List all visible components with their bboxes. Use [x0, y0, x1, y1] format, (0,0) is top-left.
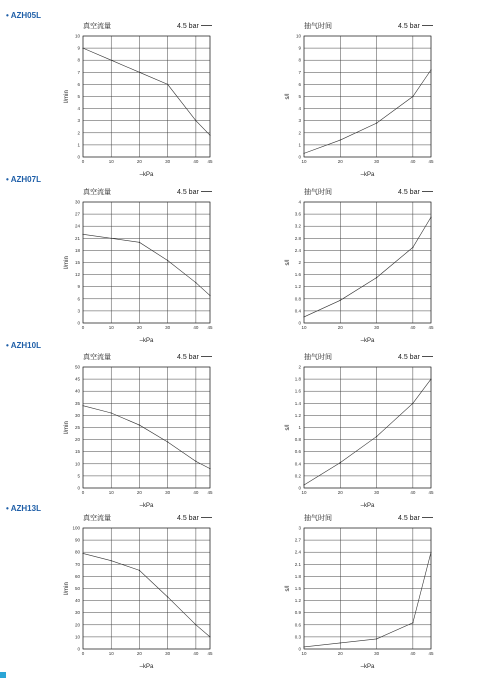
- chart-3-flow-xtick-label-0: 0: [81, 490, 85, 495]
- chart-1-flow-xtick-label-5: 45: [207, 159, 213, 164]
- chart-4-time-series-line-0: [304, 552, 431, 647]
- chart-4-flow-data-point-0-4: [195, 624, 196, 625]
- chart-3-time-xlabel: –kPa: [360, 503, 375, 509]
- chart-1-flow-ytick-label-2: 2: [77, 130, 80, 136]
- chart-4-time-ytick-label-2: 0.6: [294, 622, 301, 628]
- chart-2-flow-ytick-label-6: 18: [74, 247, 80, 253]
- chart-3-time-data-point-0-3: [412, 403, 413, 404]
- chart-3-time-data-point-0-2: [376, 436, 377, 437]
- model-title-azh13l: • AZH13L: [6, 504, 41, 513]
- chart-1-flow-ytick-label-4: 4: [77, 106, 80, 112]
- chart-2-time-data-point-0-1: [340, 300, 341, 301]
- chart-4-flow-ytick-label-9: 90: [74, 537, 80, 543]
- chart-2-flow-xlabel: –kPa: [139, 338, 154, 344]
- chart-2-time-xtick-label-1: 20: [337, 325, 343, 330]
- chart-3-flow-ytick-label-5: 25: [74, 425, 80, 430]
- chart-4-time-data-point-0-3: [412, 622, 413, 623]
- chart-4-time-data-point-0-0: [303, 646, 304, 647]
- chart-1-flow-ytick-label-6: 6: [77, 81, 80, 87]
- chart-1-flow-data-point-0-4: [195, 120, 196, 121]
- chart-1-flow-xtick-label-4: 40: [193, 159, 199, 164]
- chart-4-time-xtick-label-3: 40: [410, 651, 416, 656]
- chart-2-time-xtick-label-0: 10: [301, 325, 307, 330]
- chart-3-flow-legend-label: 4.5 bar: [177, 354, 199, 361]
- chart-3-time-legend-label: 4.5 bar: [398, 354, 420, 361]
- chart-3-time-ytick-label-7: 1.4: [294, 400, 301, 406]
- chart-3-flow-ytick-label-7: 35: [74, 400, 80, 406]
- chart-3-time-data-point-0-0: [303, 484, 304, 485]
- chart-4-time-xtick-label-1: 20: [337, 651, 343, 656]
- chart-1-time-ytick-label-3: 3: [298, 118, 301, 124]
- chart-4-flow-ytick-label-1: 10: [74, 634, 80, 640]
- chart-1-time-ytick-label-10: 10: [295, 33, 301, 39]
- chart-4-time-ytick-label-8: 2.4: [294, 549, 301, 555]
- chart-4-flow-series-line-0: [83, 553, 210, 636]
- chart-1-time-ytick-label-0: 0: [298, 154, 301, 160]
- model-title-azh10l: • AZH10L: [6, 341, 41, 350]
- chart-2-time-xtick-label-3: 40: [410, 325, 416, 330]
- chart-1-time-data-point-0-1: [340, 139, 341, 140]
- chart-2-flow-data-point-0-0: [82, 234, 83, 235]
- chart-1-time-series-line-0: [304, 70, 431, 153]
- chart-3-flow-xtick-label-5: 45: [207, 490, 213, 495]
- chart-3-flow-data-point-0-0: [82, 405, 83, 406]
- chart-2-flow-series-line-0: [83, 234, 210, 295]
- chart-3-time-series-line-0: [304, 379, 431, 485]
- chart-4-flow-data-point-0-1: [111, 560, 112, 561]
- chart-1-flow-xtick-label-2: 20: [136, 159, 142, 164]
- chart-3-flow-data-point-0-5: [209, 468, 210, 469]
- chart-3-time-ytick-label-3: 0.6: [294, 449, 301, 455]
- chart-1-flow-data-point-0-2: [139, 72, 140, 73]
- chart-1-flow-legend-label: 4.5 bar: [177, 23, 199, 30]
- chart-1-flow-data-point-0-5: [209, 135, 210, 136]
- chart-4-time-ytick-label-4: 1.2: [294, 598, 301, 604]
- chart-1-flow-xtick-label-3: 30: [165, 159, 171, 164]
- chart-2-flow-data-point-0-4: [195, 282, 196, 283]
- chart-3-time-ytick-label-10: 2: [298, 364, 301, 370]
- chart-1-time-ytick-label-1: 1: [298, 142, 301, 148]
- chart-4-flow-data-point-0-3: [167, 596, 168, 597]
- chart-4-time-title: 抽气时间: [304, 514, 332, 522]
- chart-4-flow-ytick-label-4: 40: [74, 598, 80, 604]
- chart-2-time-ytick-label-3: 1.2: [294, 284, 301, 290]
- model-title-azh05l: • AZH05L: [6, 11, 41, 20]
- chart-1-flow-data-point-0-1: [111, 60, 112, 61]
- chart-2-flow-xtick-label-4: 40: [193, 325, 199, 330]
- chart-2-time-ytick-label-2: 0.8: [294, 296, 301, 302]
- chart-3-flow-ylabel: l/min: [64, 421, 70, 434]
- chart-3-flow-data-point-0-3: [167, 441, 168, 442]
- chart-4-flow-xtick-label-0: 0: [81, 651, 85, 656]
- chart-4-time-ytick-label-6: 1.8: [294, 573, 301, 579]
- chart-1-flow-ytick-label-8: 8: [77, 57, 80, 63]
- chart-4-time-data-point-0-2: [376, 638, 377, 639]
- chart-2-flow-ytick-label-5: 15: [74, 260, 80, 265]
- chart-4-flow-ytick-label-6: 60: [74, 573, 80, 579]
- chart-2-flow-ytick-label-9: 27: [74, 211, 80, 217]
- chart-3-flow-data-point-0-4: [195, 461, 196, 462]
- chart-3-flow-title: 真空流量: [83, 353, 111, 361]
- chart-3-flow-data-point-0-1: [111, 412, 112, 413]
- chart-2-time-ytick-label-10: 4: [298, 199, 301, 205]
- chart-3-flow-xtick-label-2: 20: [136, 490, 142, 495]
- chart-4-time-ytick-label-9: 2.7: [294, 537, 301, 543]
- chart-4-flow-ytick-label-10: 100: [72, 525, 80, 531]
- chart-2-time-ytick-label-6: 2.4: [294, 247, 301, 253]
- chart-3-flow-xtick-label-1: 10: [108, 490, 114, 495]
- chart-2-flow-ytick-label-1: 3: [77, 308, 80, 314]
- chart-4-flow-ytick-label-7: 70: [74, 561, 80, 567]
- chart-4-time-data-point-0-1: [340, 642, 341, 643]
- chart-2-time-ytick-label-5: 2: [298, 260, 301, 265]
- chart-3-flow-xtick-label-4: 40: [193, 490, 199, 495]
- chart-3-time-ytick-label-2: 0.4: [294, 461, 301, 467]
- chart-2-flow-xtick-label-1: 10: [108, 325, 114, 330]
- chart-2-time-data-point-0-3: [412, 247, 413, 248]
- chart-3-time-ytick-label-6: 1.2: [294, 412, 301, 418]
- chart-2-flow-legend-label: 4.5 bar: [177, 189, 199, 196]
- chart-1-time-xtick-label-3: 40: [410, 159, 416, 164]
- chart-4-flow-ytick-label-8: 80: [74, 549, 80, 555]
- chart-1-flow-ytick-label-3: 3: [77, 118, 80, 124]
- corner-mark: [0, 672, 6, 678]
- chart-1-flow-data-point-0-3: [167, 84, 168, 85]
- chart-2-time-ytick-label-7: 2.8: [294, 235, 301, 241]
- chart-4-flow-data-point-0-0: [82, 553, 83, 554]
- chart-1-flow-xtick-label-0: 0: [81, 159, 85, 164]
- chart-4-flow-xlabel: –kPa: [139, 664, 154, 670]
- chart-3-time-xtick-label-4: 45: [428, 490, 434, 495]
- chart-2-time-xtick-label-4: 45: [428, 325, 434, 330]
- chart-3-time-title: 抽气时间: [304, 353, 332, 361]
- chart-3-time-xtick-label-1: 20: [337, 490, 343, 495]
- chart-1-flow-ytick-label-1: 1: [77, 142, 80, 148]
- chart-1-flow-ytick-label-9: 9: [77, 45, 80, 51]
- chart-2-flow-data-point-0-3: [167, 260, 168, 261]
- chart-2-time-data-point-0-0: [303, 316, 304, 317]
- chart-4-flow-ytick-label-0: 0: [77, 646, 80, 652]
- chart-3-time-ytick-label-5: 1: [298, 425, 301, 430]
- chart-1-flow-ytick-label-0: 0: [77, 154, 80, 160]
- chart-3-time-xtick-label-2: 30: [374, 490, 380, 495]
- chart-2-time-title: 抽气时间: [304, 188, 332, 196]
- chart-2-flow-data-point-0-1: [111, 238, 112, 239]
- chart-1-time-xtick-label-4: 45: [428, 159, 434, 164]
- chart-4-time-ytick-label-10: 3: [298, 525, 301, 531]
- chart-3-flow-data-point-0-2: [139, 424, 140, 425]
- chart-3-time-ytick-label-4: 0.8: [294, 437, 301, 443]
- chart-1-time-data-point-0-4: [430, 69, 431, 70]
- chart-2-time-data-point-0-2: [376, 277, 377, 278]
- chart-3-time-data-point-0-4: [430, 379, 431, 380]
- chart-3-flow-ytick-label-0: 0: [77, 485, 80, 491]
- chart-4-flow-data-point-0-2: [139, 570, 140, 571]
- chart-3-time-ylabel: s/l: [285, 424, 291, 431]
- chart-3-flow-xlabel: –kPa: [139, 503, 154, 509]
- chart-2-time-series-line-0: [304, 217, 431, 317]
- chart-4-time-legend-label: 4.5 bar: [398, 515, 420, 522]
- chart-1-flow-data-point-0-0: [82, 48, 83, 49]
- chart-1-time-ytick-label-2: 2: [298, 130, 301, 136]
- chart-3-time-ytick-label-8: 1.6: [294, 388, 301, 394]
- chart-4-flow-xtick-label-1: 10: [108, 651, 114, 656]
- chart-4-time-ytick-label-1: 0.3: [294, 634, 301, 640]
- chart-3-time-ytick-label-9: 1.8: [294, 376, 301, 382]
- chart-2-time-ytick-label-8: 3.2: [294, 223, 301, 229]
- model-title-azh07l: • AZH07L: [6, 175, 41, 184]
- chart-4-time-data-point-0-4: [430, 552, 431, 553]
- chart-4-flow-xtick-label-4: 40: [193, 651, 199, 656]
- chart-3-flow-ytick-label-2: 10: [74, 461, 80, 467]
- chart-2-time-xtick-label-2: 30: [374, 325, 380, 330]
- chart-2-time-ytick-label-4: 1.6: [294, 272, 301, 278]
- chart-4-time-ytick-label-0: 0: [298, 646, 301, 652]
- chart-1-time-ytick-label-7: 7: [298, 69, 301, 75]
- chart-1-flow-ytick-label-7: 7: [77, 69, 80, 75]
- chart-1-time-ytick-label-9: 9: [298, 45, 301, 51]
- chart-2-time-ylabel: s/l: [285, 259, 291, 266]
- chart-4-flow-ylabel: l/min: [64, 582, 70, 595]
- chart-3-flow-ytick-label-4: 20: [74, 437, 80, 443]
- chart-4-time-xtick-label-0: 10: [301, 651, 307, 656]
- chart-3-flow-ytick-label-10: 50: [74, 364, 80, 370]
- chart-2-time-ytick-label-1: 0.4: [294, 308, 301, 314]
- chart-2-flow-ytick-label-7: 21: [74, 235, 80, 241]
- chart-4-time-ytick-label-7: 2.1: [294, 561, 301, 567]
- chart-4-flow-title: 真空流量: [83, 514, 111, 522]
- chart-2-flow-ytick-label-10: 30: [74, 199, 80, 205]
- chart-2-flow-ylabel: l/min: [64, 256, 70, 269]
- chart-3-flow-ytick-label-6: 30: [74, 412, 80, 418]
- chart-2-flow-ytick-label-2: 6: [77, 296, 80, 302]
- chart-4-flow-xtick-label-5: 45: [207, 651, 213, 656]
- chart-4-time-ytick-label-3: 0.9: [294, 610, 301, 616]
- chart-2-time-ytick-label-9: 3.6: [294, 211, 301, 217]
- chart-2-flow-ytick-label-8: 24: [74, 223, 80, 229]
- chart-4-time-xtick-label-4: 45: [428, 651, 434, 656]
- chart-1-time-ytick-label-5: 5: [298, 94, 301, 99]
- chart-2-time-data-point-0-4: [430, 217, 431, 218]
- chart-2-time-legend-label: 4.5 bar: [398, 189, 420, 196]
- chart-3-time-xtick-label-3: 40: [410, 490, 416, 495]
- chart-2-time-ytick-label-0: 0: [298, 320, 301, 326]
- chart-1-flow-xlabel: –kPa: [139, 172, 154, 178]
- chart-3-flow-ytick-label-8: 40: [74, 388, 80, 394]
- chart-1-time-xtick-label-1: 20: [337, 159, 343, 164]
- chart-1-flow-ylabel: l/min: [64, 90, 70, 103]
- chart-2-flow-xtick-label-5: 45: [207, 325, 213, 330]
- chart-2-flow-xtick-label-3: 30: [165, 325, 171, 330]
- chart-1-time-title: 抽气时间: [304, 22, 332, 30]
- chart-2-time-xlabel: –kPa: [360, 338, 375, 344]
- chart-1-time-xtick-label-0: 10: [301, 159, 307, 164]
- chart-2-flow-data-point-0-2: [139, 242, 140, 243]
- chart-1-time-legend-label: 4.5 bar: [398, 23, 420, 30]
- chart-4-time-xtick-label-2: 30: [374, 651, 380, 656]
- chart-2-flow-data-point-0-5: [209, 295, 210, 296]
- chart-4-time-ylabel: s/l: [285, 585, 291, 592]
- chart-1-time-ytick-label-6: 6: [298, 81, 301, 87]
- chart-4-time-ytick-label-5: 1.5: [294, 586, 301, 591]
- chart-4-flow-ytick-label-2: 20: [74, 622, 80, 628]
- chart-3-time-ytick-label-0: 0: [298, 485, 301, 491]
- chart-1-time-xtick-label-2: 30: [374, 159, 380, 164]
- chart-1-flow-series-line-0: [83, 48, 210, 135]
- chart-4-flow-xtick-label-2: 20: [136, 651, 142, 656]
- chart-1-flow-xtick-label-1: 10: [108, 159, 114, 164]
- chart-4-time-xlabel: –kPa: [360, 664, 375, 670]
- chart-1-flow-ytick-label-10: 10: [74, 33, 80, 39]
- chart-2-flow-ytick-label-0: 0: [77, 320, 80, 326]
- chart-2-flow-ytick-label-3: 9: [77, 284, 80, 290]
- chart-4-flow-data-point-0-5: [209, 636, 210, 637]
- chart-1-time-data-point-0-0: [303, 153, 304, 154]
- chart-1-time-ylabel: s/l: [285, 93, 291, 100]
- chart-2-flow-title: 真空流量: [83, 188, 111, 196]
- chart-1-time-ytick-label-4: 4: [298, 106, 301, 112]
- chart-1-flow-ytick-label-5: 5: [77, 94, 80, 99]
- chart-1-time-data-point-0-2: [376, 123, 377, 124]
- chart-2-flow-xtick-label-2: 20: [136, 325, 142, 330]
- chart-3-flow-xtick-label-3: 30: [165, 490, 171, 495]
- chart-3-time-data-point-0-1: [340, 462, 341, 463]
- charts-group: [64, 21, 434, 670]
- chart-4-flow-ytick-label-5: 50: [74, 586, 80, 591]
- chart-1-time-ytick-label-8: 8: [298, 57, 301, 63]
- chart-2-flow-ytick-label-4: 12: [74, 272, 80, 278]
- chart-2-flow-xtick-label-0: 0: [81, 325, 85, 330]
- chart-4-flow-ytick-label-3: 30: [74, 610, 80, 616]
- chart-3-time-ytick-label-1: 0.2: [294, 473, 301, 479]
- chart-4-flow-legend-label: 4.5 bar: [177, 515, 199, 522]
- chart-3-time-xtick-label-0: 10: [301, 490, 307, 495]
- chart-1-flow-title: 真空流量: [83, 22, 111, 30]
- chart-1-time-data-point-0-3: [412, 96, 413, 97]
- chart-3-flow-ytick-label-9: 45: [74, 376, 80, 382]
- chart-1-time-xlabel: –kPa: [360, 172, 375, 178]
- chart-3-flow-ytick-label-3: 15: [74, 449, 80, 455]
- chart-3-flow-ytick-label-1: 5: [77, 473, 80, 479]
- chart-4-flow-xtick-label-3: 30: [165, 651, 171, 656]
